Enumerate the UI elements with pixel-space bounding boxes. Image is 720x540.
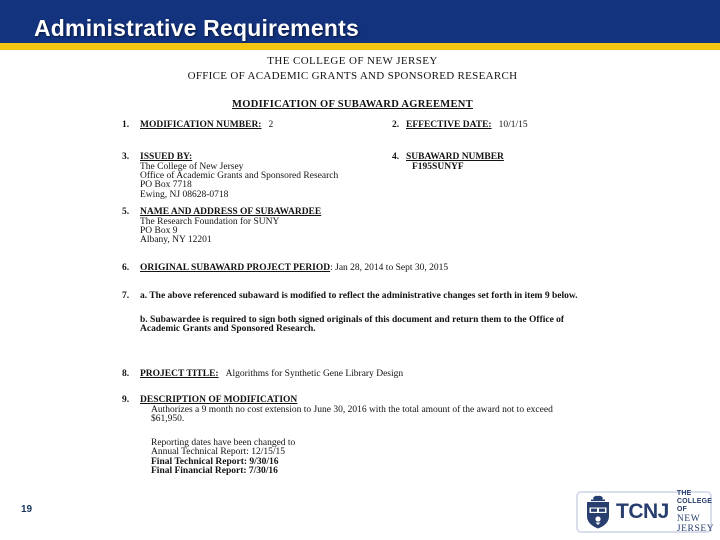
address-line: Office of Academic Grants and Sponsored Research	[140, 171, 339, 181]
item-label: SUBAWARD NUMBER	[406, 152, 504, 162]
clause-7b: b. Subawardee is required to sign both signed originals of this document and return them to the Office of Academic Grants and Sponsored Research.	[140, 314, 565, 335]
item-value: 2	[268, 120, 274, 130]
address-line: PO Box 9	[140, 226, 178, 236]
item-issued-by	[122, 153, 338, 200]
item-modification-description	[122, 396, 592, 476]
item-label: PROJECT TITLE:	[140, 369, 219, 379]
address-line: The College of New Jersey	[140, 161, 244, 172]
address-line: Ewing, NJ 08628-0718	[140, 189, 229, 200]
address-line: PO Box 7718	[140, 180, 192, 191]
item-number: 1.	[122, 120, 130, 130]
tcnj-logo	[576, 490, 715, 534]
item-value: : Jan 28, 2014 to Sept 30, 2015	[330, 263, 449, 273]
logo-wordmark	[677, 490, 714, 534]
org-office: OFFICE OF ACADEMIC GRANTS AND SPONSORED RESEARCH	[187, 70, 518, 82]
item-number: 7.	[122, 291, 130, 301]
item-number: 6.	[122, 263, 130, 273]
item-label: EFFECTIVE DATE:	[406, 120, 492, 130]
reporting-intro: Reporting dates have been changed to	[151, 437, 296, 448]
report-line: Annual Technical Report: 12/15/15	[151, 447, 285, 458]
logo-new-jersey: NEW JERSEY	[676, 514, 715, 534]
report-line: Final Technical Report: 9/30/16	[151, 456, 279, 467]
reporting-dates	[151, 439, 592, 477]
item-number: 2.	[392, 120, 400, 130]
slide-title: Administrative Requirements	[34, 15, 359, 41]
item-label: ORIGINAL SUBAWARD PROJECT PERIOD	[140, 263, 331, 273]
item-modification-number	[122, 121, 273, 131]
item-number: 5.	[122, 207, 130, 217]
tcnj-logo-abbr: TCNJ	[616, 500, 669, 523]
item-label: MODIFICATION NUMBER:	[140, 120, 262, 130]
item-effective-date	[392, 121, 528, 131]
item-project-period	[122, 264, 448, 274]
subawardee-address	[140, 218, 321, 246]
item-number: 8.	[122, 369, 130, 379]
item-value: 10/1/15	[498, 120, 528, 130]
item-value: Algorithms for Synthetic Gene Library Design	[225, 369, 404, 379]
item-number: 4.	[392, 152, 400, 162]
item-label: DESCRIPTION OF MODIFICATION	[140, 395, 298, 405]
item-project-title	[122, 370, 403, 380]
item-subawardee	[122, 208, 321, 246]
item-number: 3.	[122, 152, 130, 162]
tcnj-shield-icon	[583, 494, 613, 531]
subaward-number-value: F195SUNYF	[412, 161, 464, 172]
item-subaward-number	[392, 153, 504, 172]
org-name: THE COLLEGE OF NEW JERSEY	[267, 55, 438, 67]
report-line: Final Financial Report: 7/30/16	[151, 466, 278, 476]
page-number: 19	[21, 504, 33, 515]
item-clause-7	[122, 292, 582, 335]
item-number: 9.	[122, 395, 130, 405]
clause-7a: a. The above referenced subaward is modified to reflect the administrative changes set forth in item 9 below.	[140, 291, 578, 301]
address-line: The Research Foundation for SUNY	[140, 216, 280, 227]
item-label: NAME AND ADDRESS OF SUBAWARDEE	[140, 207, 322, 217]
address-line: Albany, NY 12201	[140, 235, 212, 246]
modification-paragraph: Authorizes a 9 month no cost extension to June 30, 2016 with the total amount of the award not to exceed $61,950.	[151, 404, 553, 425]
item-label: ISSUED BY:	[140, 152, 193, 162]
form-title: MODIFICATION OF SUBAWARD AGREEMENT	[232, 99, 473, 110]
issued-by-address	[140, 163, 338, 201]
logo-college-of: THE COLLEGE OF	[676, 490, 713, 513]
